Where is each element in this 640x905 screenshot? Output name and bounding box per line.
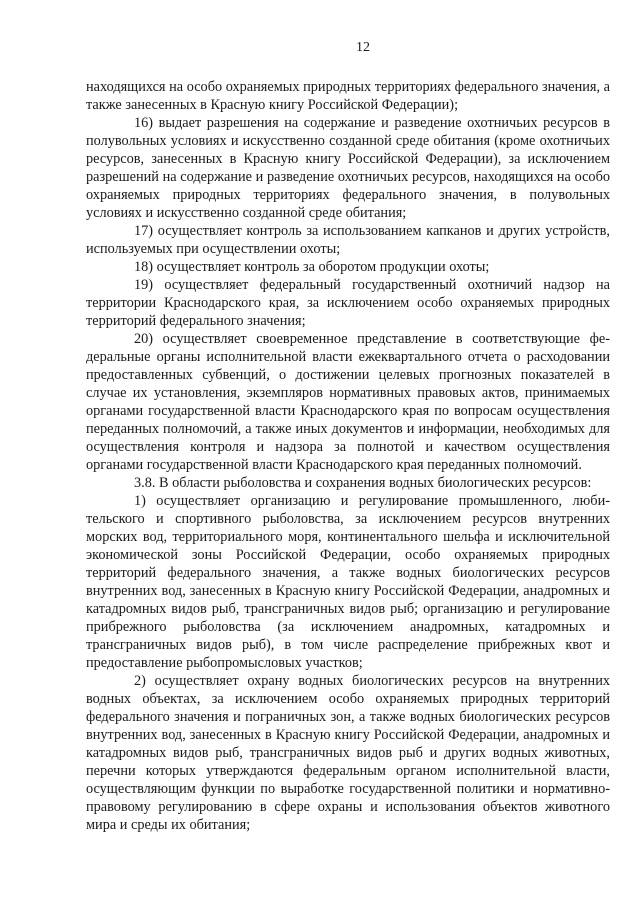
paragraph-item-18: 18) осуществляет контроль за оборотом продукции охоты; xyxy=(134,259,490,275)
section-heading-3-8: 3.8. В области рыболовства и сохранения водных биологических ресурсов: xyxy=(134,475,592,491)
paragraph-item-19: 19) осуществляет федеральный государственный охотничий надзор на территории Краснодарского края, за исключением особо охраняемых природных территорий федерального значения; xyxy=(86,277,610,329)
document-body xyxy=(86,78,610,834)
paragraph-item-1: 1) осуществляет организацию и регулирование промышленного, любительского и спортивного рыболовства, за исключением ресурсов внутренних морских вод, территориального моря, континентального шельфа и исключительной экономической зоны Российской Федерации, особо охраняемых природных территорий федерального значения, а также водных биологических ресурсов внутренних вод, занесенных в Красную книгу Российской Федерации, анадромных и катадромных видов рыб, трансграничных видов рыб; организацию и регулирование прибрежного рыболовства (за исключением анадромных, катадромных и трансграничных видов рыб), в том числе распределение прибрежных квот и предоставление рыбопромысловых участков; xyxy=(86,493,610,671)
paragraph-continuation: находящихся на особо охраняемых природных территориях федерального значения, а также занесенных в Красную книгу Российской Федерации); xyxy=(86,79,610,113)
paragraph-item-2: 2) осуществляет охрану водных биологических ресурсов на внутренних водных объектах, за исключением особо охраняемых природных территорий федерального значения и пограничных зон, а также водных биологических ресурсов внутренних вод, занесенных в Красную книгу Российской Федерации, анадромных и катадромных видов рыб, трансграничных видов рыб и других водных животных, перечни которых утверждаются федеральным органом исполнительной власти, осуществляющим функции по выработке государственной политики и нормативно-правовому регулированию в сфере охраны и использования объектов животного мира и среды их обитания; xyxy=(86,673,610,833)
paragraph-item-16: 16) выдает разрешения на содержание и разведение охотничьих ресурсов в полувольных условиях и искусственно созданной среде обитания (кроме охотничьих ресурсов, занесенных в Красную книгу Российской Федерации), за исключением разрешений на содержание и разведение охотничьих ресурсов, находящихся на особо охраняемых природных территориях федерального значения, в полувольных условиях и искусственно созданной среде обитания; xyxy=(86,115,610,221)
paragraph-item-20: 20) осуществляет своевременное представление в соответствующие федеральные органы исполнительной власти ежеквартального отчета о расходовании предоставленных субвенций, о достижении целевых прогнозных показателей в случае их установления, экземпляров нормативных правовых актов, принимаемых органами государственной власти Краснодарского края по вопросам осуществления переданных полномочий, а также иных документов и информации, необходимых для осуществления контроля и надзора за полнотой и качеством осуществления органами государственной власти Краснодарского края переданных полномочий. xyxy=(86,331,610,473)
paragraph-item-17: 17) осуществляет контроль за использованием капканов и других устройств, используемых при осуществлении охоты; xyxy=(86,223,610,257)
page-number: 12 xyxy=(356,40,370,55)
document-page xyxy=(86,40,610,834)
